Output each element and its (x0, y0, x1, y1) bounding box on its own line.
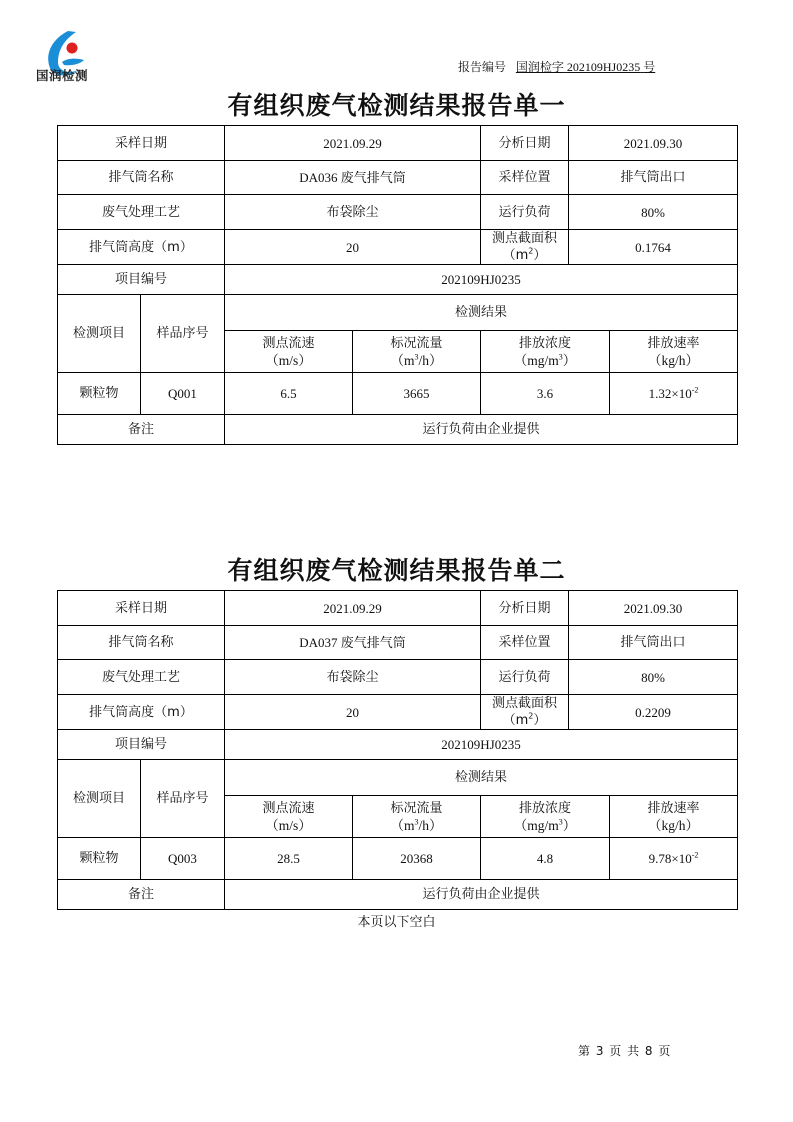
analysis-date-label: 分析日期 (481, 591, 569, 626)
logo-text: 国润检测 (36, 68, 89, 83)
load-label: 运行负荷 (481, 195, 569, 230)
treatment-value: 布袋除尘 (225, 195, 481, 230)
sample-no-header: 样品序号 (141, 295, 225, 373)
flow-header: 标况流量 $(m^3/h)$ (353, 331, 481, 373)
stack-name-label: 排气筒名称 (58, 161, 225, 195)
project-no-label: 项目编号 (58, 265, 225, 295)
project-no-value: 202109HJ0235 (225, 265, 738, 295)
table-row (58, 373, 738, 415)
analysis-date-value: 2021.09.30 (569, 126, 738, 161)
treatment-value: 布袋除尘 (225, 660, 481, 695)
concentration-header: 排放浓度 $(mg/m^3)$ (481, 331, 610, 373)
report-table-2 (57, 590, 738, 910)
stack-height-label: 排气筒高度（m） (58, 695, 225, 730)
sample-no: Q001 (141, 373, 225, 415)
sampling-date-value: 2021.09.29 (225, 126, 481, 161)
velocity-value: 28.5 (225, 838, 353, 880)
stack-name-value: DA037 废气排气筒 (225, 626, 481, 660)
concentration-value: 3.6 (481, 373, 610, 415)
stack-name-value: DA036 废气排气筒 (225, 161, 481, 195)
sampling-position-value: 排气筒出口 (569, 161, 738, 195)
results-header: 检测结果 (225, 295, 738, 331)
sample-no: Q003 (141, 838, 225, 880)
report-number-label: 报告编号 (458, 60, 507, 74)
sampling-date-label: 采样日期 (58, 126, 225, 161)
report-table-1 (57, 125, 738, 445)
load-value: 80% (569, 660, 738, 695)
sampling-date-label: 采样日期 (58, 591, 225, 626)
test-item: 颗粒物 (58, 373, 141, 415)
page-footer: 第 3 页 共 8 页 (578, 1044, 671, 1058)
remark-label: 备注 (58, 415, 225, 445)
project-no-value: 202109HJ0235 (225, 730, 738, 760)
remark-label: 备注 (58, 880, 225, 910)
remark-value: 运行负荷由企业提供 (225, 415, 738, 445)
table-row (58, 838, 738, 880)
sample-no-header: 样品序号 (141, 760, 225, 838)
emission-rate-header: 排放速率 （kg/h） (610, 331, 738, 373)
section-area-value: 0.2209 (569, 695, 738, 730)
flow-value: 20368 (353, 838, 481, 880)
sampling-position-label: 采样位置 (481, 626, 569, 660)
concentration-header: 排放浓度 $(mg/m^3)$ (481, 796, 610, 838)
velocity-header: 测点流速 （m/s） (225, 796, 353, 838)
treatment-label: 废气处理工艺 (58, 660, 225, 695)
test-item-header: 检测项目 (58, 760, 141, 838)
velocity-header: 测点流速 （m/s） (225, 331, 353, 373)
sampling-date-value: 2021.09.29 (225, 591, 481, 626)
test-item: 颗粒物 (58, 838, 141, 880)
report-title-2: 有组织废气检测结果报告单二 (227, 556, 566, 585)
stack-height-value: 20 (225, 695, 481, 730)
concentration-value: 4.8 (481, 838, 610, 880)
report-number (458, 58, 655, 75)
sampling-position-label: 采样位置 (481, 161, 569, 195)
project-no-label: 项目编号 (58, 730, 225, 760)
treatment-label: 废气处理工艺 (58, 195, 225, 230)
load-value: 80% (569, 195, 738, 230)
report-number-value: 国润检字 202109HJ0235 号 (515, 60, 656, 74)
stack-height-label: 排气筒高度（m） (58, 230, 225, 265)
analysis-date-label: 分析日期 (481, 126, 569, 161)
load-label: 运行负荷 (481, 660, 569, 695)
test-item-header: 检测项目 (58, 295, 141, 373)
report-title-1: 有组织废气检测结果报告单一 (227, 91, 566, 120)
emission-rate-value: $1.32\times 10^{-2}$ (610, 373, 738, 415)
results-header: 检测结果 (225, 760, 738, 796)
analysis-date-value: 2021.09.30 (569, 591, 738, 626)
section-area-label: 测点截面积$(m^2)$ (481, 230, 569, 265)
blank-page-note: 本页以下空白 (357, 915, 436, 930)
section-area-value: 0.1764 (569, 230, 738, 265)
flow-value: 3665 (353, 373, 481, 415)
sampling-position-value: 排气筒出口 (569, 626, 738, 660)
section-area-label: 测点截面积$(m^2)$ (481, 695, 569, 730)
remark-value: 运行负荷由企业提供 (225, 880, 738, 910)
emission-rate-header: 排放速率 （kg/h） (610, 796, 738, 838)
flow-header: 标况流量 $(m^3/h)$ (353, 796, 481, 838)
emission-rate-value: $9.78\times 10^{-2}$ (610, 838, 738, 880)
velocity-value: 6.5 (225, 373, 353, 415)
stack-name-label: 排气筒名称 (58, 626, 225, 660)
stack-height-value: 20 (225, 230, 481, 265)
